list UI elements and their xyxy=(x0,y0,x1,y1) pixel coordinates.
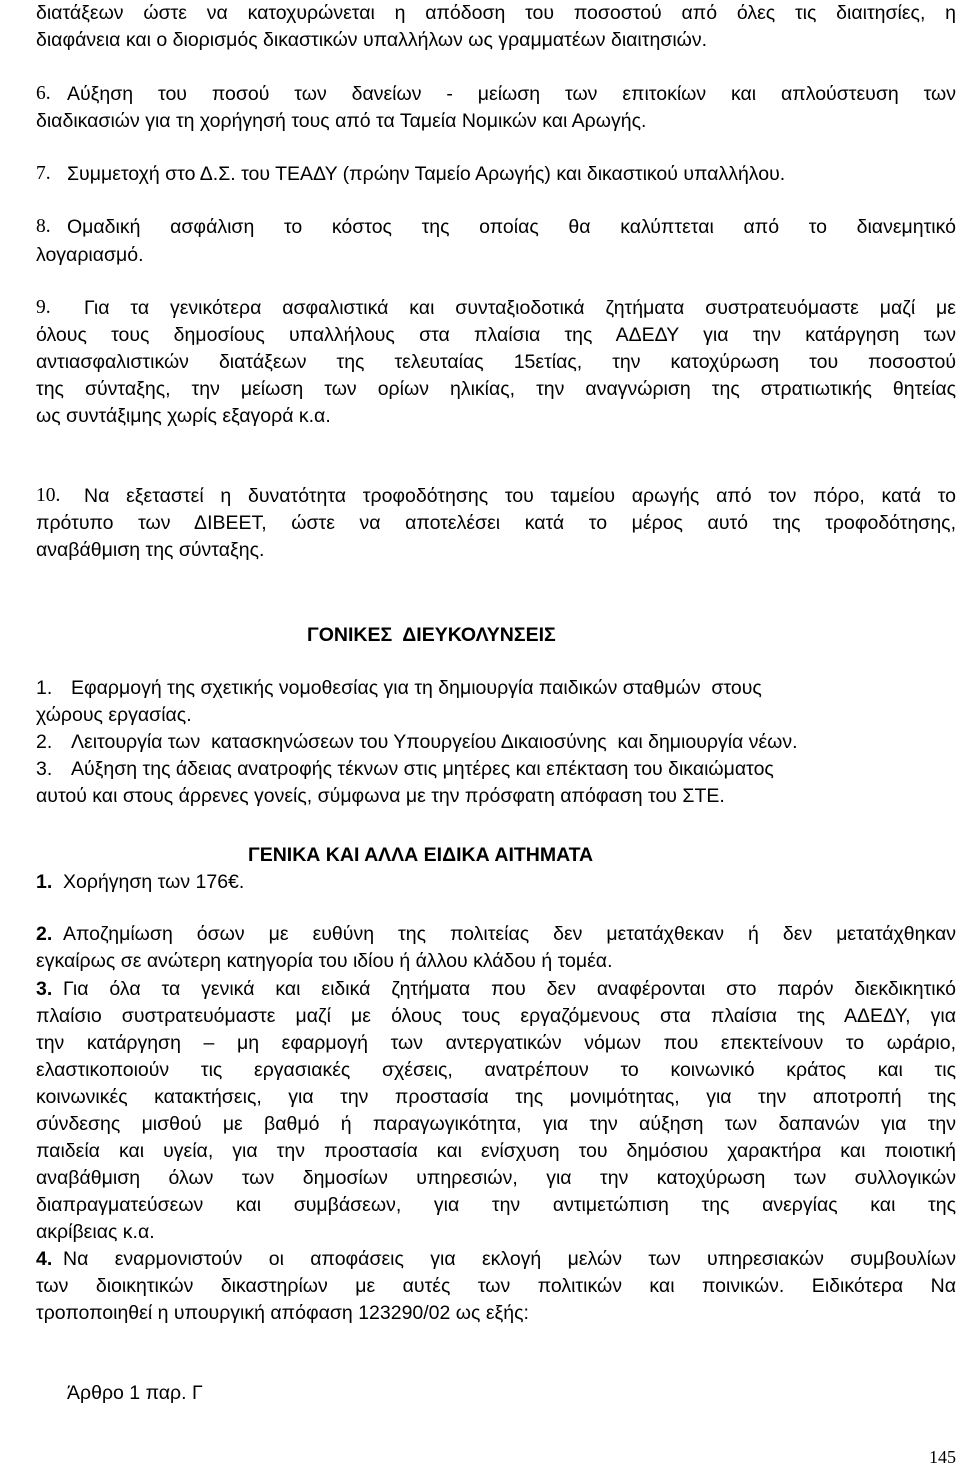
item-number: 3. xyxy=(36,758,53,780)
item-text-line: εγκαίρως σε ανώτερη κατηγορία του ιδίου ή άλλου κλάδου ή τομέα. xyxy=(36,950,613,972)
item-text-line: Συμμετοχή στο Δ.Σ. του ΤΕΑΔΥ (πρώην Ταμείο Αρωγής) και δικαστικού υπαλλήλου. xyxy=(67,163,786,185)
section-heading: ΓΟΝΙΚΕΣ ΔΙΕΥΚΟΛΥΝΣΕΙΣ xyxy=(307,624,556,646)
item-number: 4. xyxy=(36,1248,53,1270)
item-number: 1. xyxy=(36,677,53,699)
item-text-line: των διοικητικών δικαστηρίων με αυτές των πολιτικών και ποινικών. Ειδικότερα Να xyxy=(36,1275,956,1297)
item-text-line: όλους τους δημοσίους υπαλλήλους στα πλαίσια της ΑΔΕΔΥ για την κατάργηση των xyxy=(36,324,956,346)
item-text-line: Χορήγηση των 176€. xyxy=(63,871,245,893)
item-text-line: Ομαδική ασφάλιση το κόστος της οποίας θα καλύπτεται από το διανεμητικό xyxy=(67,216,956,238)
item-number: 9. xyxy=(36,297,51,318)
item-text-line: αυτού και στους άρρενες γονείς, σύμφωνα με την πρόσφατη απόφαση του ΣΤΕ. xyxy=(36,785,725,807)
item-number: 2. xyxy=(36,923,53,945)
item-text-line: πρότυπο των ΔΙΒΕΕΤ, ώστε να αποτελέσει κατά το μέρος αυτό της τροφοδότησης, xyxy=(36,512,956,534)
item-number: 7. xyxy=(36,163,51,184)
item-text-line: Αποζημίωση όσων με ευθύνη της πολιτείας δεν μετατάχθεκαν ή δεν μετατάχθηκαν xyxy=(63,923,956,945)
intro-line: διατάξεων ώστε να κατοχυρώνεται η απόδοση του ποσοστού από όλες τις διαιτησίες, η xyxy=(36,2,956,24)
item-text-line: τροποποιηθεί η υπουργική απόφαση 123290/02 ως εξής: xyxy=(36,1302,529,1324)
item-text-line: της σύνταξης, την μείωση των ορίων ηλικίας, την αναγνώριση της στρατιωτικής θητείας xyxy=(36,378,956,400)
item-text-line: αναβάθμιση της σύνταξης. xyxy=(36,539,265,561)
page-number: 145 xyxy=(929,1447,956,1467)
item-text-line: Λειτουργία των κατασκηνώσεων του Υπουργείου Δικαιοσύνης και δημιουργία νέων. xyxy=(71,731,798,753)
section-heading: ΓΕΝΙΚΑ ΚΑΙ ΑΛΛΑ ΕΙΔΙΚΑ ΑΙΤΗΜΑΤΑ xyxy=(248,844,594,866)
item-text-line: Εφαρμογή της σχετικής νομοθεσίας για τη δημιουργία παιδικών σταθμών στους xyxy=(71,677,762,699)
item-text-line: ως συντάξιμης χωρίς εξαγορά κ.α. xyxy=(36,405,331,427)
item-text-line: Για όλα τα γενικά και ειδικά ζητήματα που δεν αναφέρονται στο παρόν διεκδικητικό xyxy=(63,978,956,1000)
item-text-line: χώρους εργασίας. xyxy=(36,704,192,726)
item-text-line: ακρίβειας κ.α. xyxy=(36,1221,155,1243)
article-reference: Άρθρο 1 παρ. Γ xyxy=(67,1382,203,1404)
item-number: 2. xyxy=(36,731,53,753)
item-text-line: σύνδεσης μισθού με βαθμό ή παραγωγικότητα, για την αύξηση των δαπανών για την xyxy=(36,1113,956,1135)
item-text-line: αναβάθμιση όλων των δημοσίων υπηρεσιών, για την κατοχύρωση των συλλογικών xyxy=(36,1167,956,1189)
item-text-line: αντιασφαλιστικών διατάξεων της τελευταίας 15ετίας, την κατοχύρωση του ποσοστού xyxy=(36,351,956,373)
item-text-line: διαπραγματεύσεων και συμβάσεων, για την αντιμετώπιση της ανεργίας και της xyxy=(36,1194,956,1216)
item-number: 8. xyxy=(36,216,51,237)
item-number: 10. xyxy=(36,485,61,506)
item-text-line: Αύξηση του ποσού των δανείων - μείωση των επιτοκίων και απλούστευση των xyxy=(67,83,956,105)
item-text-line: ελαστικοποιούν τις εργασιακές σχέσεις, ανατρέπουν το κοινωνικό κράτος και τις xyxy=(36,1059,956,1081)
item-text-line: Αύξηση της άδειας ανατροφής τέκνων στις μητέρες και επέκταση του δικαιώματος xyxy=(71,758,774,780)
item-text-line: Να εξεταστεί η δυνατότητα τροφοδότησης του ταμείου αρωγής από τον πόρο, κατά το xyxy=(84,485,956,507)
item-number: 1. xyxy=(36,871,53,893)
item-number: 6. xyxy=(36,83,51,104)
item-text-line: διαδικασιών για τη χορήγησή τους από τα Ταμεία Νομικών και Αρωγής. xyxy=(36,110,647,132)
item-number: 3. xyxy=(36,978,53,1000)
intro-line: διαφάνεια και ο διορισμός δικαστικών υπαλλήλων ως γραμματέων διαιτησιών. xyxy=(36,29,708,51)
item-text-line: λογαριασμό. xyxy=(36,244,144,266)
item-text-line: την κατάργηση – μη εφαρμογή των αντεργατικών νόμων που επεκτείνουν το ωράριο, xyxy=(36,1032,956,1054)
item-text-line: πλαίσιο συστρατευόμαστε μαζί με όλους τους εργαζόμενους στα πλαίσια της ΑΔΕΔΥ, για xyxy=(36,1005,956,1027)
item-text-line: κοινωνικές κατακτήσεις, για την προστασία της μονιμότητας, για την αποτροπή της xyxy=(36,1086,956,1108)
item-text-line: Να εναρμονιστούν οι αποφάσεις για εκλογή μελών των υπηρεσιακών συμβουλίων xyxy=(63,1248,956,1270)
document-page xyxy=(36,0,956,1474)
item-text-line: παιδεία και υγεία, για την προστασία και ενίσχυση του δημόσιου χαρακτήρα και ποιοτική xyxy=(36,1140,956,1162)
item-text-line: Για τα γενικότερα ασφαλιστικά και συνταξιοδοτικά ζητήματα συστρατευόμαστε μαζί με xyxy=(84,297,956,319)
